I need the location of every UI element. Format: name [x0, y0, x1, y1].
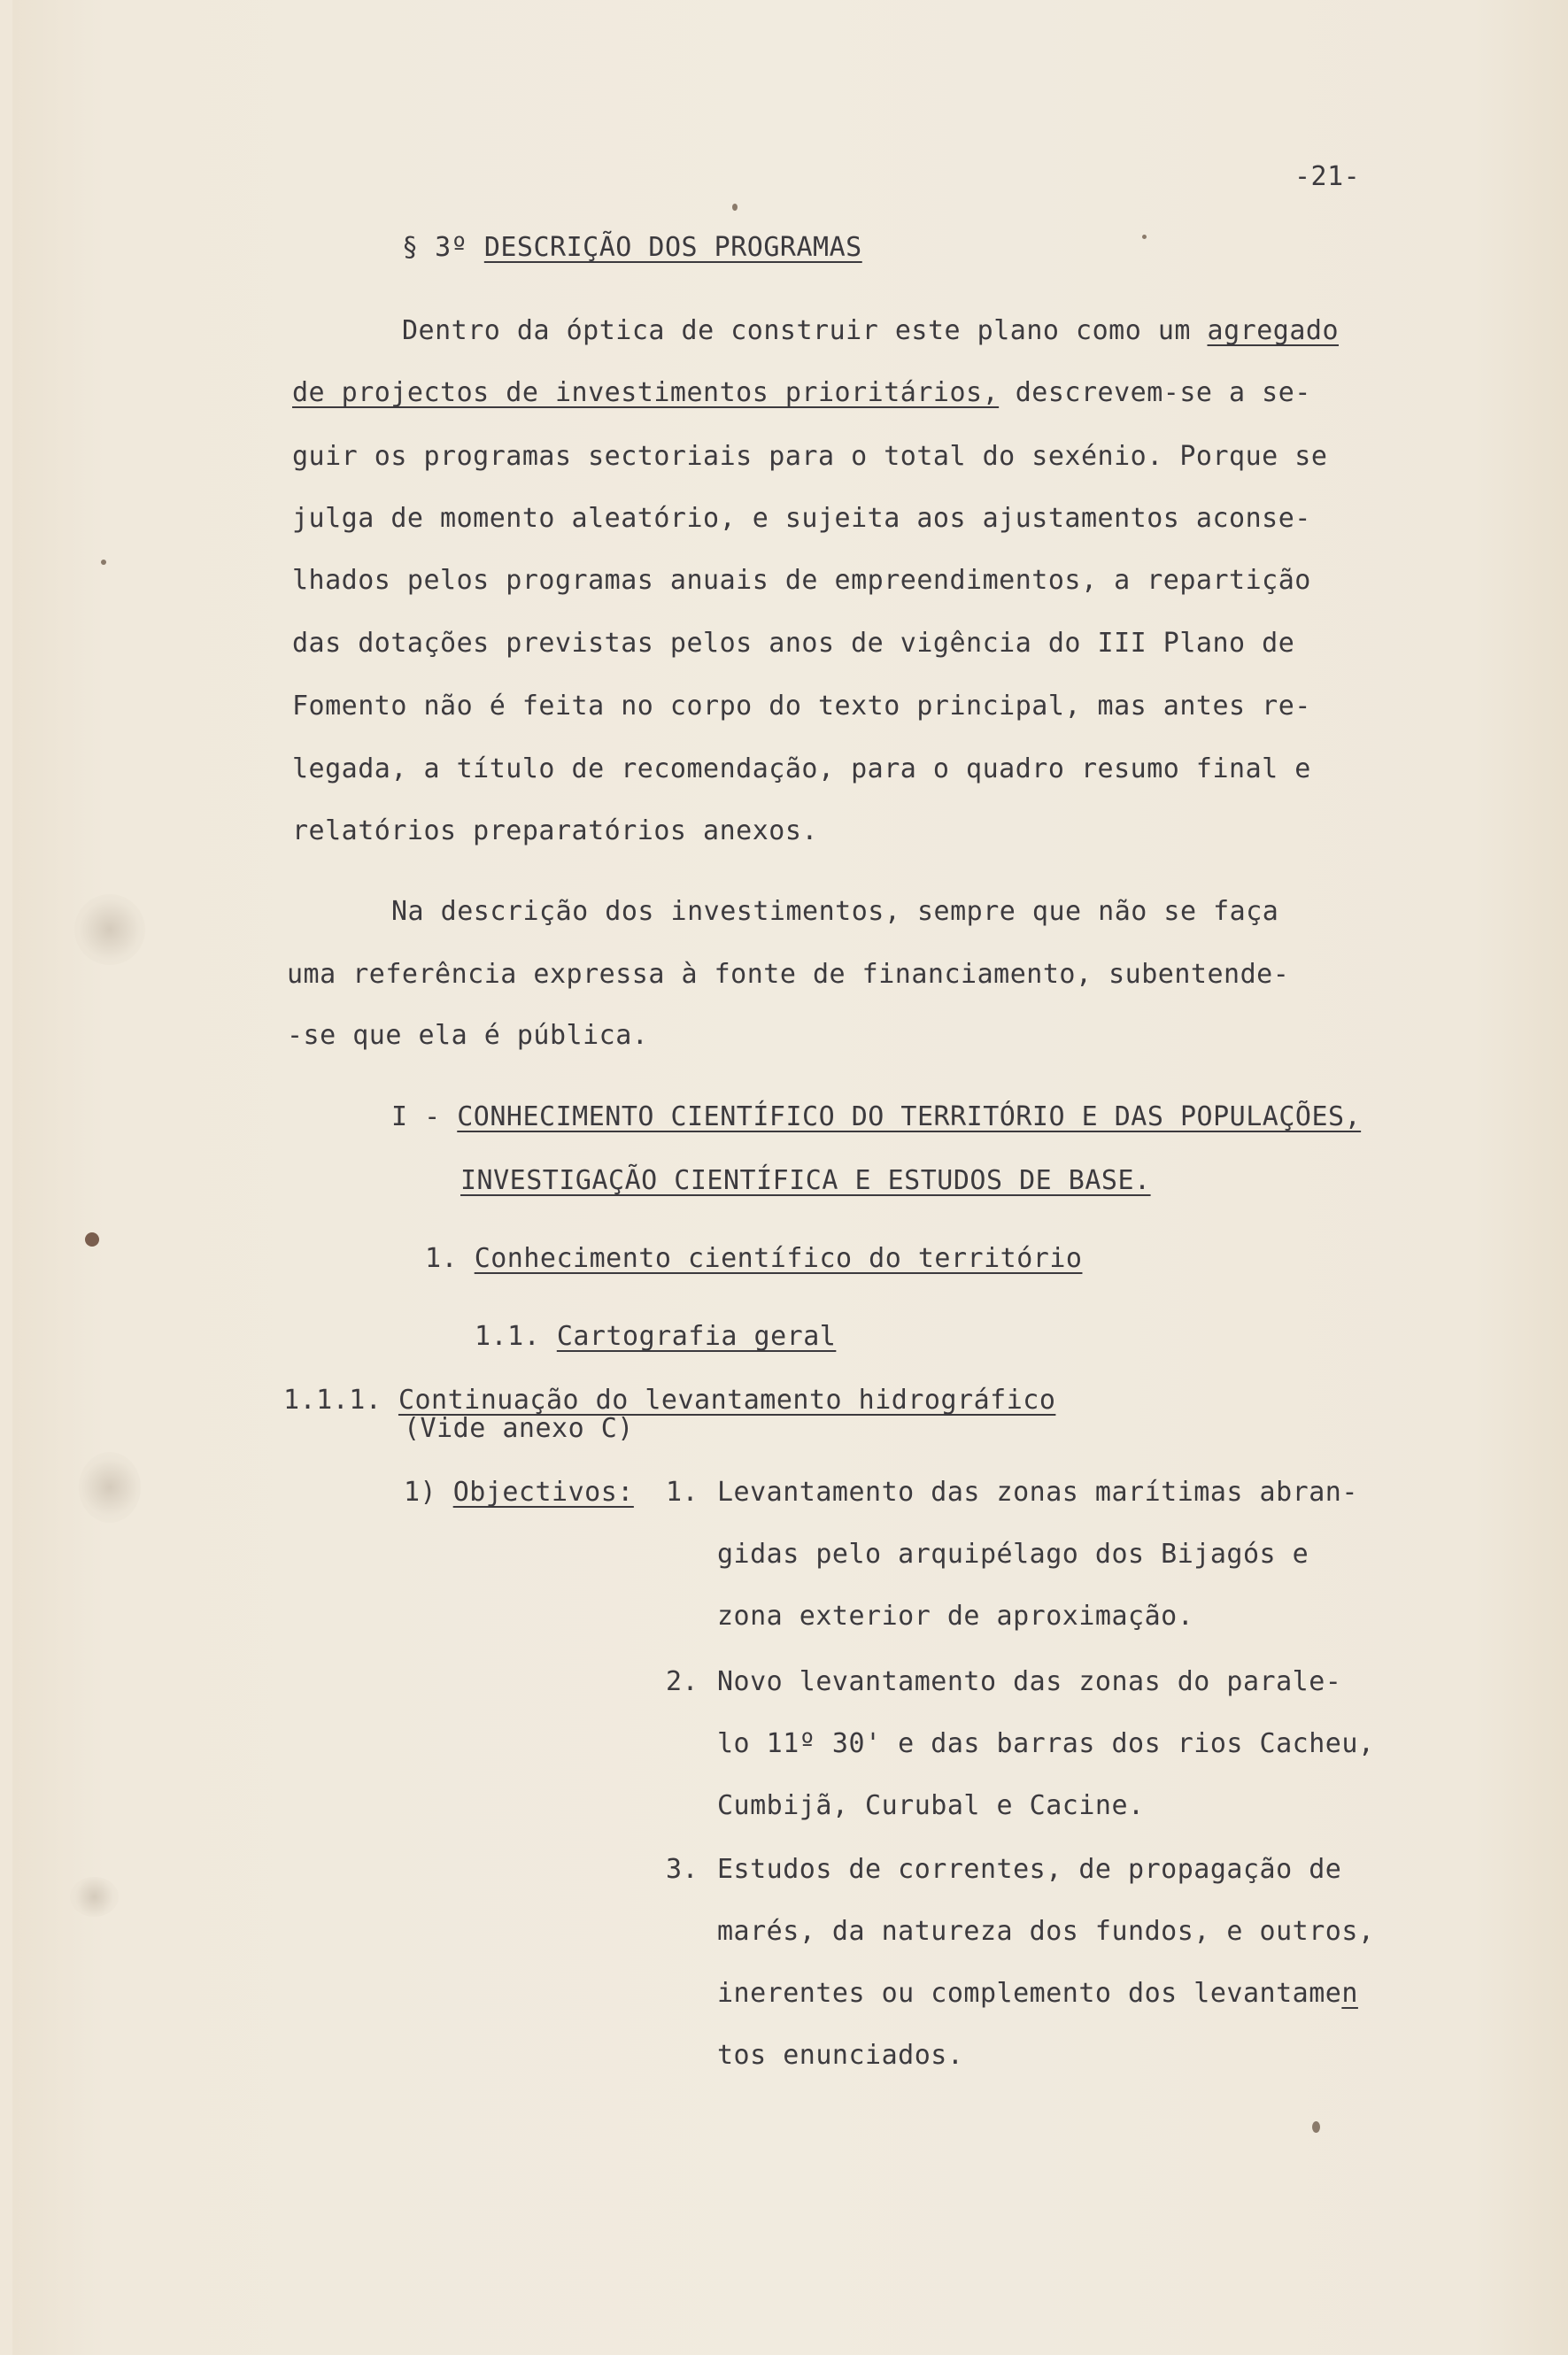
paper-stain [79, 1452, 141, 1523]
objective-3-line1: Estudos de correntes, de propagação de [717, 1854, 1342, 1885]
paper-speck [1142, 235, 1147, 239]
para2-line3: -se que ela é pública. [287, 1020, 649, 1051]
heading-1-1-number: 1.1. [475, 1321, 557, 1352]
objective-3-line4: tos enunciados. [717, 2040, 964, 2071]
para1-line2 [292, 377, 1311, 409]
para1-line1 [402, 315, 1339, 347]
para1-line6: das dotações previstas pelos anos de vigência do III Plano de [292, 628, 1295, 659]
heading-1-1 [475, 1321, 836, 1353]
section-prefix: § 3º [402, 232, 484, 263]
page-number: -21- [1294, 161, 1361, 192]
objectives-label-number: 1) [404, 1477, 453, 1508]
heading-I-title-line2: INVESTIGAÇÃO CIENTÍFICA E ESTUDOS DE BASE. [460, 1165, 1151, 1196]
document-page [12, 0, 1568, 2355]
section-title: DESCRIÇÃO DOS PROGRAMAS [483, 232, 862, 263]
paper-speck [101, 560, 106, 565]
objective-3-line2: marés, da natureza dos fundos, e outros, [717, 1916, 1375, 1947]
section-heading [402, 232, 862, 264]
para1-line4: julga de momento aleatório, e sujeita aos ajustamentos aconse- [292, 503, 1311, 534]
para1-line1-underlined: agregado [1207, 315, 1340, 346]
para1-line9: relatórios preparatórios anexos. [292, 815, 818, 846]
heading-I-line2 [460, 1165, 1151, 1197]
objective-1-line2: gidas pelo arquipélago dos Bijagós e [717, 1539, 1309, 1570]
para2-line2: uma referência expressa à fonte de financiamento, subentende- [287, 959, 1290, 990]
objective-1-number: 1. [666, 1477, 699, 1508]
para1-line2-text: descrevem-se a se- [999, 377, 1311, 408]
heading-1-title: Conhecimento científico do território [474, 1243, 1083, 1274]
objective-3-line3 [717, 1978, 1358, 2010]
paper-speck [1312, 2121, 1320, 2133]
paper-stain [74, 894, 145, 965]
para1-line1-text: Dentro da óptica de construir este plano como um [402, 315, 1208, 346]
objective-3-line3-underlined: n [1341, 1978, 1358, 2009]
objectives-label-text: Objectivos: [452, 1477, 634, 1508]
objective-2-line3: Cumbijã, Curubal e Cacine. [717, 1790, 1145, 1821]
objective-2-line1: Novo levantamento das zonas do parale- [717, 1666, 1342, 1697]
para1-line7: Fomento não é feita no corpo do texto principal, mas antes re- [292, 691, 1311, 722]
para1-line2-underlined: de projectos de investimentos prioritários, [292, 377, 1000, 408]
objective-2-number: 2. [666, 1666, 699, 1697]
objective-3-line3-text: inerentes ou complemento dos levantame [717, 1978, 1342, 2009]
objective-1-line1: Levantamento das zonas marítimas abran- [717, 1477, 1358, 1508]
paper-speck [732, 204, 738, 211]
heading-I-line1 [391, 1101, 1361, 1133]
para2-line1: Na descrição dos investimentos, sempre que não se faça [391, 896, 1279, 927]
paper-speck [85, 1232, 99, 1247]
heading-1-1-1-reference: (Vide anexo C) [404, 1413, 634, 1444]
para1-line3: guir os programas sectoriais para o total do sexénio. Porque se [292, 441, 1328, 472]
heading-I-prefix: I - [391, 1101, 458, 1132]
heading-1-1-1 [283, 1385, 1055, 1417]
heading-1-number: 1. [425, 1243, 475, 1274]
heading-1-1-1-title: Continuação do levantamento hidrográfico [398, 1385, 1056, 1416]
para1-line8: legada, a título de recomendação, para o quadro resumo final e [292, 753, 1311, 784]
heading-1-1-1-number: 1.1.1. [283, 1385, 398, 1416]
para1-line5: lhados pelos programas anuais de empreendimentos, a repartição [292, 565, 1311, 596]
heading-I-title-line1: CONHECIMENTO CIENTÍFICO DO TERRITÓRIO E DAS POPULAÇÕES, [457, 1101, 1362, 1132]
heading-1 [425, 1243, 1082, 1275]
objective-3-number: 3. [666, 1854, 699, 1885]
paper-stain [70, 1877, 119, 1917]
objectives-label [404, 1477, 634, 1509]
objective-1-line3: zona exterior de aproximação. [717, 1601, 1194, 1632]
objective-2-line2: lo 11º 30' e das barras dos rios Cacheu, [717, 1728, 1375, 1759]
heading-1-1-title: Cartografia geral [556, 1321, 837, 1352]
